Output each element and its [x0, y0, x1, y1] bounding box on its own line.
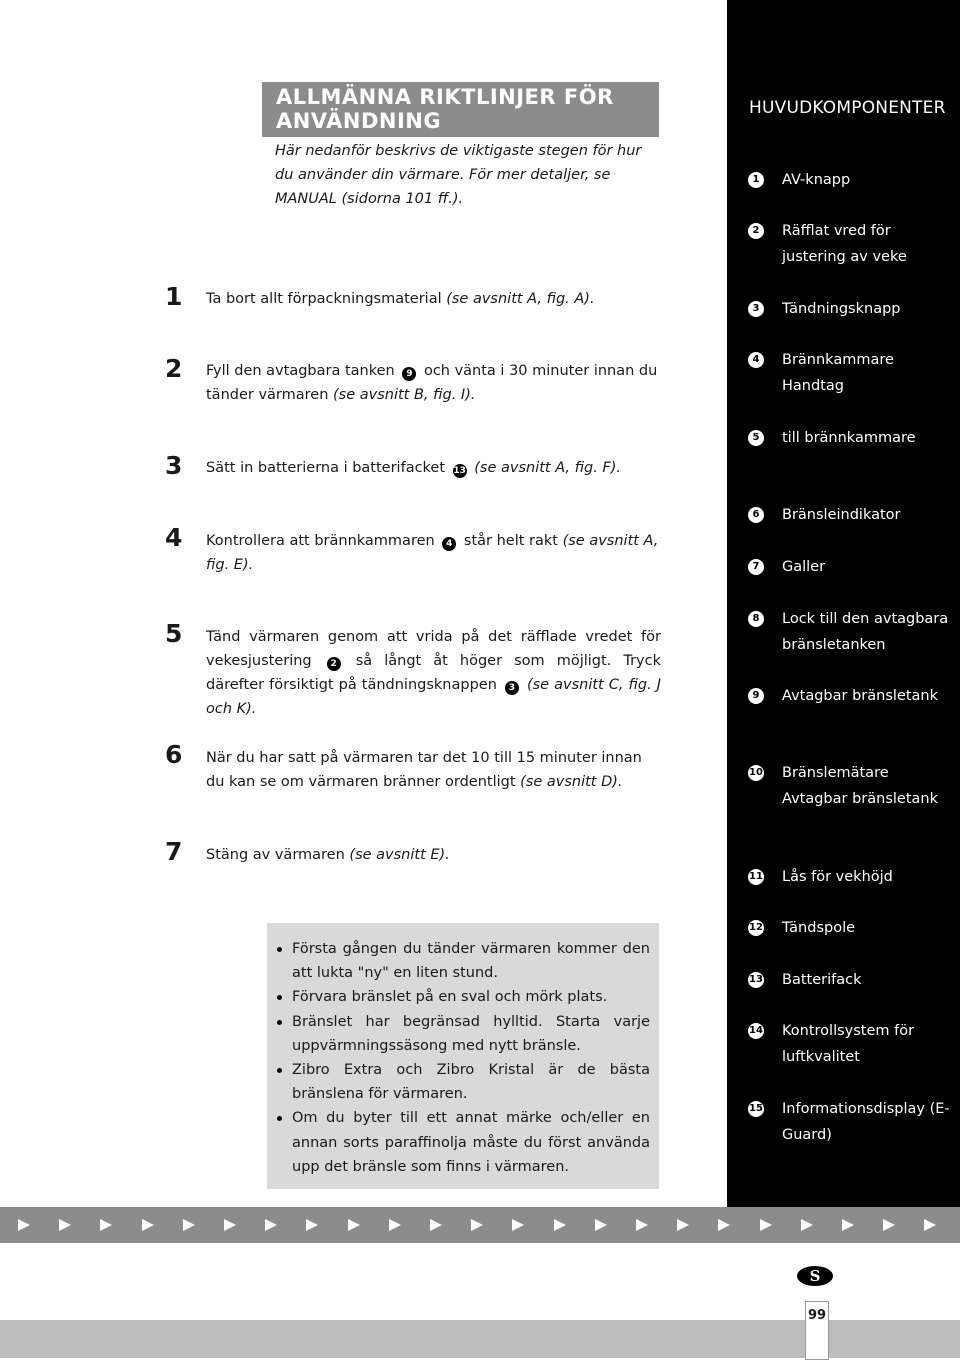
title-banner	[262, 82, 659, 137]
component-label: Lås för vekhöjd	[782, 869, 893, 885]
step-number: 5	[165, 619, 183, 648]
note-item	[275, 1058, 650, 1106]
step-body: Stäng av värmaren	[206, 847, 350, 863]
note-text: Bränslet har begränsad hylltid. Starta varje uppvärmningssäsong med nytt bränsle.	[292, 1013, 650, 1054]
component-number: 12	[748, 920, 764, 936]
step-number: 3	[165, 451, 183, 480]
part-number-badge: 13	[453, 466, 466, 476]
step-text	[206, 359, 661, 407]
step-reference: (se avsnitt D).	[520, 774, 623, 790]
step-body: Kontrollera att brännkammaren	[206, 533, 440, 549]
step-body: Tänd värmaren genom att vrida på det räfflade vredet för vekesjustering	[206, 629, 661, 669]
component-number: 13	[748, 972, 764, 988]
component-label: till brännkammare	[782, 430, 916, 446]
bullet-icon	[277, 995, 282, 1000]
step-text	[206, 625, 661, 721]
arrow-icon	[512, 1219, 524, 1231]
step-body: och vänta i 30 minuter innan du tänder värmaren	[206, 363, 658, 403]
component-number: 3	[748, 301, 764, 317]
arrow-icon	[636, 1219, 648, 1231]
component-label: Räfflat vred för justering av veke	[782, 223, 907, 265]
components-sidebar	[727, 0, 960, 1207]
arrow-icon	[595, 1219, 607, 1231]
step-body: Fyll den avtagbara tanken	[206, 363, 400, 379]
step-reference: (se avsnitt A, fig. A).	[446, 291, 595, 307]
component-label: Batterifack	[782, 972, 862, 988]
bullet-icon	[277, 1068, 282, 1073]
part-number-badge: 4	[442, 537, 456, 551]
arrow-icon	[924, 1219, 936, 1231]
step-reference: (se avsnitt B, fig. I).	[333, 387, 476, 403]
step-number: 6	[165, 740, 183, 769]
component-label: Bränsleindikator	[782, 507, 901, 523]
arrow-icon	[801, 1219, 813, 1231]
part-number-badge: 9	[402, 367, 416, 381]
arrow-icon	[348, 1219, 360, 1231]
component-number: 4	[748, 352, 764, 368]
arrow-icon	[59, 1219, 71, 1231]
step-body: Ta bort allt förpackningsmaterial	[206, 291, 447, 307]
component-number: 11	[748, 869, 764, 885]
note-text: Förvara bränslet på en sval och mörk plats.	[292, 989, 608, 1006]
step-text	[206, 746, 661, 794]
page-number: 99	[807, 1308, 827, 1323]
arrow-icon	[718, 1219, 730, 1231]
step-reference: (se avsnitt E).	[349, 847, 450, 863]
step-reference: (se avsnitt A, fig. E).	[206, 533, 659, 573]
step-body: står helt rakt	[459, 533, 563, 549]
arrow-icon	[306, 1219, 318, 1231]
arrow-icon	[265, 1219, 277, 1231]
notes-box	[267, 923, 659, 1189]
intro-text: Här nedanför beskrivs de viktigaste stegen för hur du använder din värmare. För mer detaljer, se MANUAL (sidorna 101 ff.).	[275, 143, 642, 207]
step-reference: (se avsnitt C, fig. J och K).	[206, 677, 661, 717]
note-item	[275, 985, 650, 1009]
component-number: 6	[748, 507, 764, 523]
arrow-icon	[389, 1219, 401, 1231]
component-label: Lock till den avtagbara bränsletanken	[782, 611, 949, 653]
arrow-icon	[430, 1219, 442, 1231]
arrow-icon	[224, 1219, 236, 1231]
step-text	[206, 529, 661, 577]
arrow-icon	[677, 1219, 689, 1231]
component-number: 5	[748, 430, 764, 446]
components-title: HUVUDKOMPONENTER	[749, 98, 946, 118]
component-number: 1	[748, 172, 764, 188]
component-number: 14	[748, 1023, 764, 1039]
arrow-icon	[183, 1219, 195, 1231]
bullet-icon	[277, 947, 282, 952]
arrow-icon	[18, 1219, 30, 1231]
component-label: Avtagbar bränsletank	[782, 688, 938, 704]
component-label: Brännkammare Handtag	[782, 352, 894, 394]
page-title: ALLMÄNNA RIKTLINJER FÖR ANVÄNDNING	[276, 85, 614, 133]
arrow-icon	[554, 1219, 566, 1231]
component-number: 10	[748, 765, 764, 781]
part-number-badge: 2	[327, 657, 341, 671]
step-number: 7	[165, 837, 183, 866]
component-number: 7	[748, 559, 764, 575]
bullet-icon	[277, 1116, 282, 1121]
component-number: 2	[748, 223, 764, 239]
component-label: Galler	[782, 559, 826, 575]
step-number: 4	[165, 523, 183, 552]
arrow-strip	[0, 1207, 960, 1243]
component-label: Bränslemätare Avtagbar bränsletank	[782, 765, 938, 807]
component-label: AV-knapp	[782, 172, 851, 188]
step-text	[206, 843, 661, 867]
note-text: Zibro Extra och Zibro Kristal är de bästa bränslena för värmaren.	[292, 1062, 650, 1103]
step-body: så långt åt höger som möjligt. Tryck därefter försiktigt på tändningsknappen	[206, 653, 662, 693]
step-text	[206, 287, 661, 311]
component-number: 15	[748, 1101, 764, 1117]
arrow-icon	[471, 1219, 483, 1231]
step-number: 2	[165, 354, 183, 383]
arrow-icon	[842, 1219, 854, 1231]
step-reference: (se avsnitt A, fig. F).	[474, 460, 622, 476]
note-item	[275, 937, 650, 985]
step-number: 1	[165, 282, 183, 311]
step-body: Sätt in batterierna i batterifacket	[206, 460, 450, 476]
arrow-icon	[883, 1219, 895, 1231]
component-label: Tändningsknapp	[782, 301, 901, 317]
note-item	[275, 1106, 650, 1179]
note-text: Första gången du tänder värmaren kommer den att lukta "ny" en liten stund.	[292, 941, 650, 982]
component-label: Tändspole	[782, 920, 856, 936]
component-number: 8	[748, 611, 764, 627]
arrow-icon	[100, 1219, 112, 1231]
arrow-icon	[142, 1219, 154, 1231]
page-number-box	[805, 1301, 829, 1360]
part-number-badge: 3	[505, 681, 519, 695]
bullet-icon	[277, 1020, 282, 1025]
note-item	[275, 1010, 650, 1058]
note-text: Om du byter till ett annat märke och/eller en annan sorts paraffinolja måste du först använda upp det bränsle som finns i värmaren.	[292, 1110, 650, 1175]
arrow-icon	[760, 1219, 772, 1231]
step-body: När du har satt på värmaren tar det 10 till 15 minuter innan du kan se om värmaren bränner ordentligt	[206, 750, 642, 790]
component-label: Kontrollsystem för luftkvalitet	[782, 1023, 915, 1065]
component-label: Informationsdisplay (E-Guard)	[782, 1101, 950, 1143]
step-text	[206, 456, 661, 480]
component-number: 9	[748, 688, 764, 704]
language-badge: S	[797, 1266, 833, 1286]
